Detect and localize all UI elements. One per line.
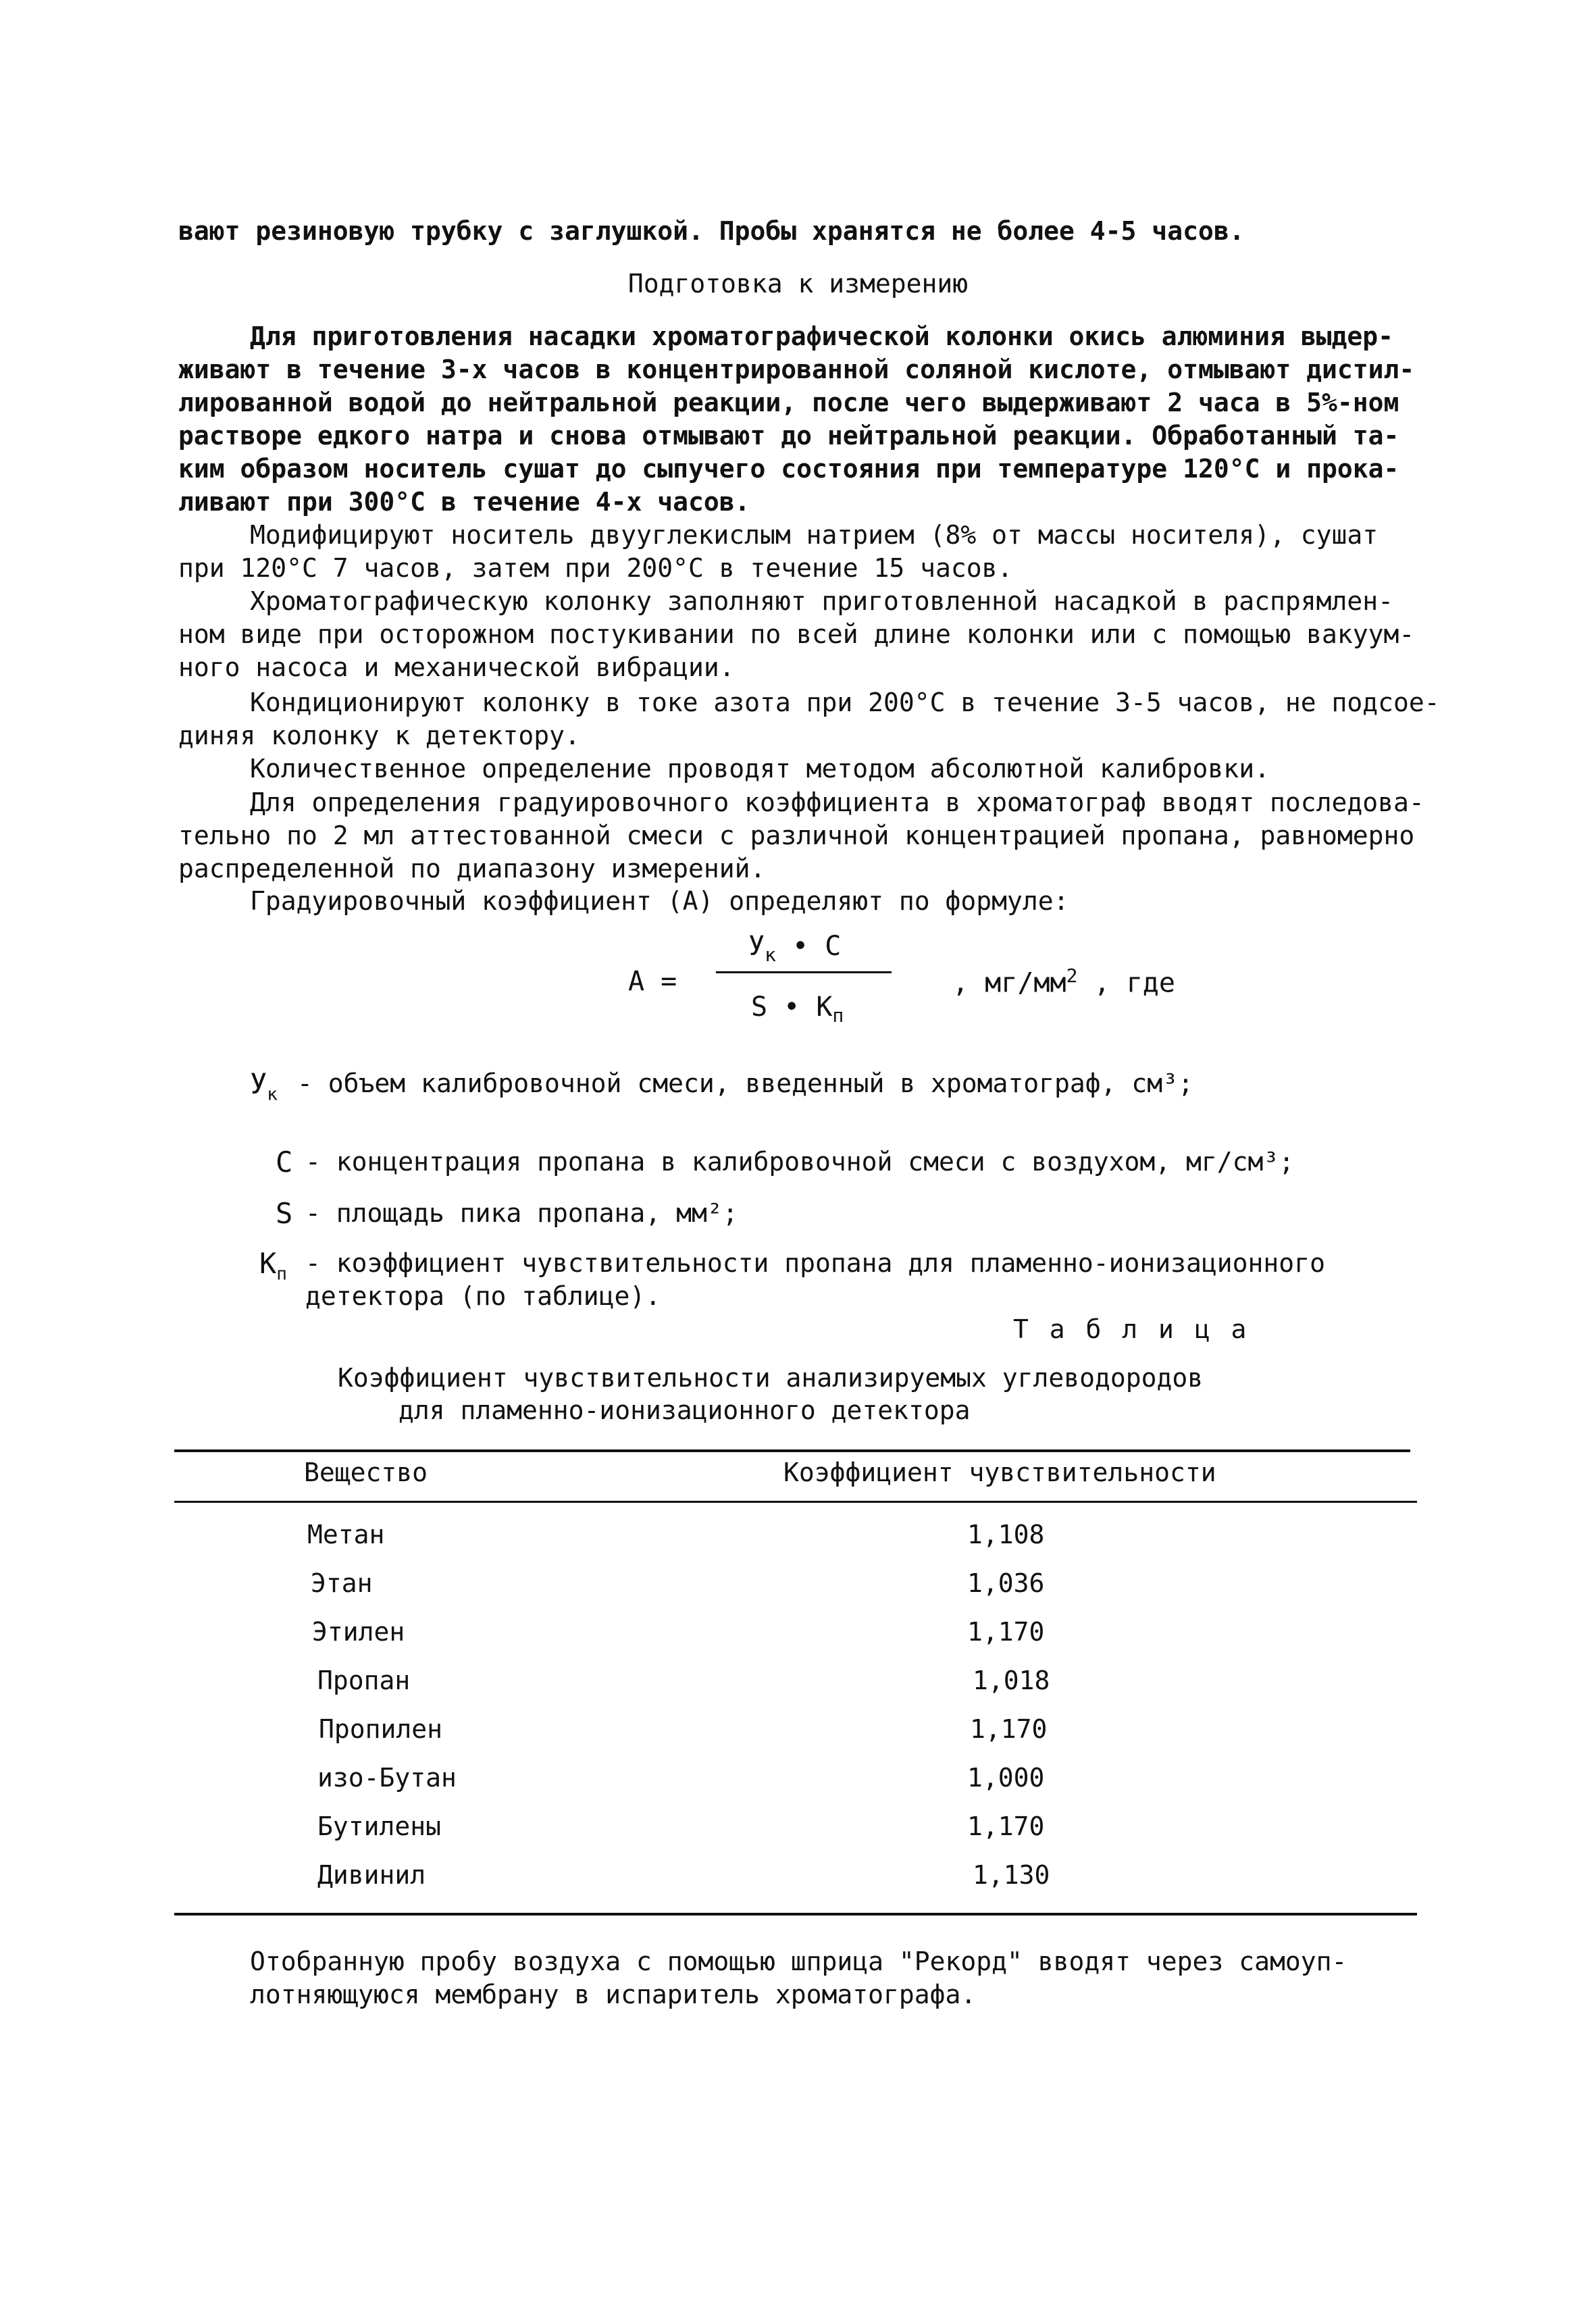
table-bottom-rule — [174, 1913, 1417, 1916]
legend-text: - объем калибровочной смеси, введенный в хроматограф, см³; — [297, 1069, 1193, 1098]
table-cell-coefficient: 1,170 — [970, 1714, 1048, 1744]
intro-line: вают резиновую трубку с заглушкой. Пробы хранятся не более 4-5 часов. — [178, 216, 1245, 246]
table-cell-coefficient: 1,036 — [967, 1568, 1045, 1598]
table-top-rule — [174, 1449, 1410, 1452]
table-cell-substance: Пропан — [317, 1666, 411, 1695]
table-header-coefficient: Коэффициент чувствительности — [783, 1458, 1216, 1487]
final-paragraph: Отобранную пробу воздуха с помощью шприца "Рекорд" вводят через самоуп- лотняющуюся мембрану в испаритель хроматографа. — [250, 1947, 1347, 2009]
table-cell-coefficient: 1,000 — [967, 1763, 1045, 1793]
formula-denominator: S • $К_п$ — [751, 992, 844, 1027]
section-title: Подготовка к измерению — [627, 269, 969, 299]
table-caption-line2: для пламенно-ионизационного детектора — [398, 1395, 971, 1425]
table-cell-substance: Этилен — [312, 1617, 405, 1647]
legend-item-kp — [259, 1247, 1475, 1321]
legend-item-vk — [250, 1067, 1466, 1108]
table-caption-line1: Коэффициент чувствительности анализируемых углеводородов — [338, 1363, 1204, 1393]
legend-text: - площадь пика пропана, мм²; — [305, 1198, 738, 1228]
legend-item-c — [276, 1146, 1491, 1186]
legend-symbol: $К_п$ — [259, 1247, 287, 1285]
formula-numerator: $У_к$ • С — [748, 931, 842, 966]
table-cell-substance: Этан — [311, 1568, 373, 1598]
table-header-substance: Вещество — [304, 1458, 428, 1487]
paragraph-3: Хроматографическую колонку заполняют приготовленной насадкой в распрямлен- ном виде при осторожном постукивании по всей длине колонки или с помощью вакуум- ного насоса и механической вибрации. — [178, 586, 1415, 682]
paragraph-7: Градуировочный коэффициент (А) определяют по формуле: — [250, 886, 1069, 916]
table-cell-coefficient: 1,130 — [973, 1860, 1050, 1890]
table-cell-coefficient: 1,108 — [967, 1520, 1045, 1549]
table-cell-coefficient: 1,018 — [973, 1666, 1050, 1695]
table-label: Т а б л и ц а — [1013, 1314, 1250, 1344]
paragraph-6: Для определения градуировочного коэффициента в хроматограф вводят последова- тельно по 2 мл аттестованной смеси с различной концентрацией пропана, равномерно распределенной по диапазону измерений. — [178, 788, 1424, 883]
table-cell-substance: Дивинил — [317, 1860, 426, 1890]
table-cell-substance: Бутилены — [317, 1811, 442, 1841]
legend-item-s — [276, 1197, 1491, 1237]
fraction-bar — [716, 971, 892, 973]
paragraph-2: Модифицируют носитель двууглекислым натрием (8% от массы носителя), сушат при 120°С 7 часов, затем при 200°С в течение 15 часов. — [178, 520, 1379, 583]
formula-lhs: А = — [628, 966, 677, 997]
table-cell-coefficient: 1,170 — [967, 1811, 1045, 1841]
legend-text: - коэффициент чувствительности пропана для пламенно-ионизационного детектора (по таблице). — [305, 1248, 1325, 1311]
legend-symbol: С — [276, 1146, 293, 1179]
legend-text: - концентрация пропана в калибровочной смеси с воздухом, мг/см³; — [305, 1147, 1295, 1177]
table-cell-substance: Пропилен — [319, 1714, 443, 1744]
legend-symbol: $У_к$ — [250, 1067, 278, 1105]
table-cell-coefficient: 1,170 — [967, 1617, 1045, 1647]
table-cell-substance: изо-Бутан — [317, 1763, 457, 1793]
paragraph-4: Кондиционируют колонку в токе азота при 200°С в течение 3-5 часов, не подсое- диняя колонку к детектору. — [178, 688, 1440, 750]
paragraph-1: Для приготовления насадки хроматографической колонки окись алюминия выдер- живают в течение 3-х часов в концентрированной соляной кислоте, отмывают дистил- лированной водой до нейтральной реакции, после чего выдерживают 2 часа в 5%-ном растворе едкого натра и снова отмывают до нейтральной реакции. Обработанный та- ким образом носитель сушат до сыпучего состояния при температуре 120°С и прока- ливают при 300°С в течение 4-х часов. — [178, 322, 1415, 517]
formula-units: , $мг/мм^2$ , где — [952, 965, 1175, 999]
table-header-rule — [174, 1501, 1417, 1503]
paragraph-5: Количественное определение проводят методом абсолютной калибровки. — [250, 754, 1270, 783]
table-cell-substance: Метан — [307, 1520, 385, 1549]
legend-symbol: S — [276, 1197, 293, 1230]
